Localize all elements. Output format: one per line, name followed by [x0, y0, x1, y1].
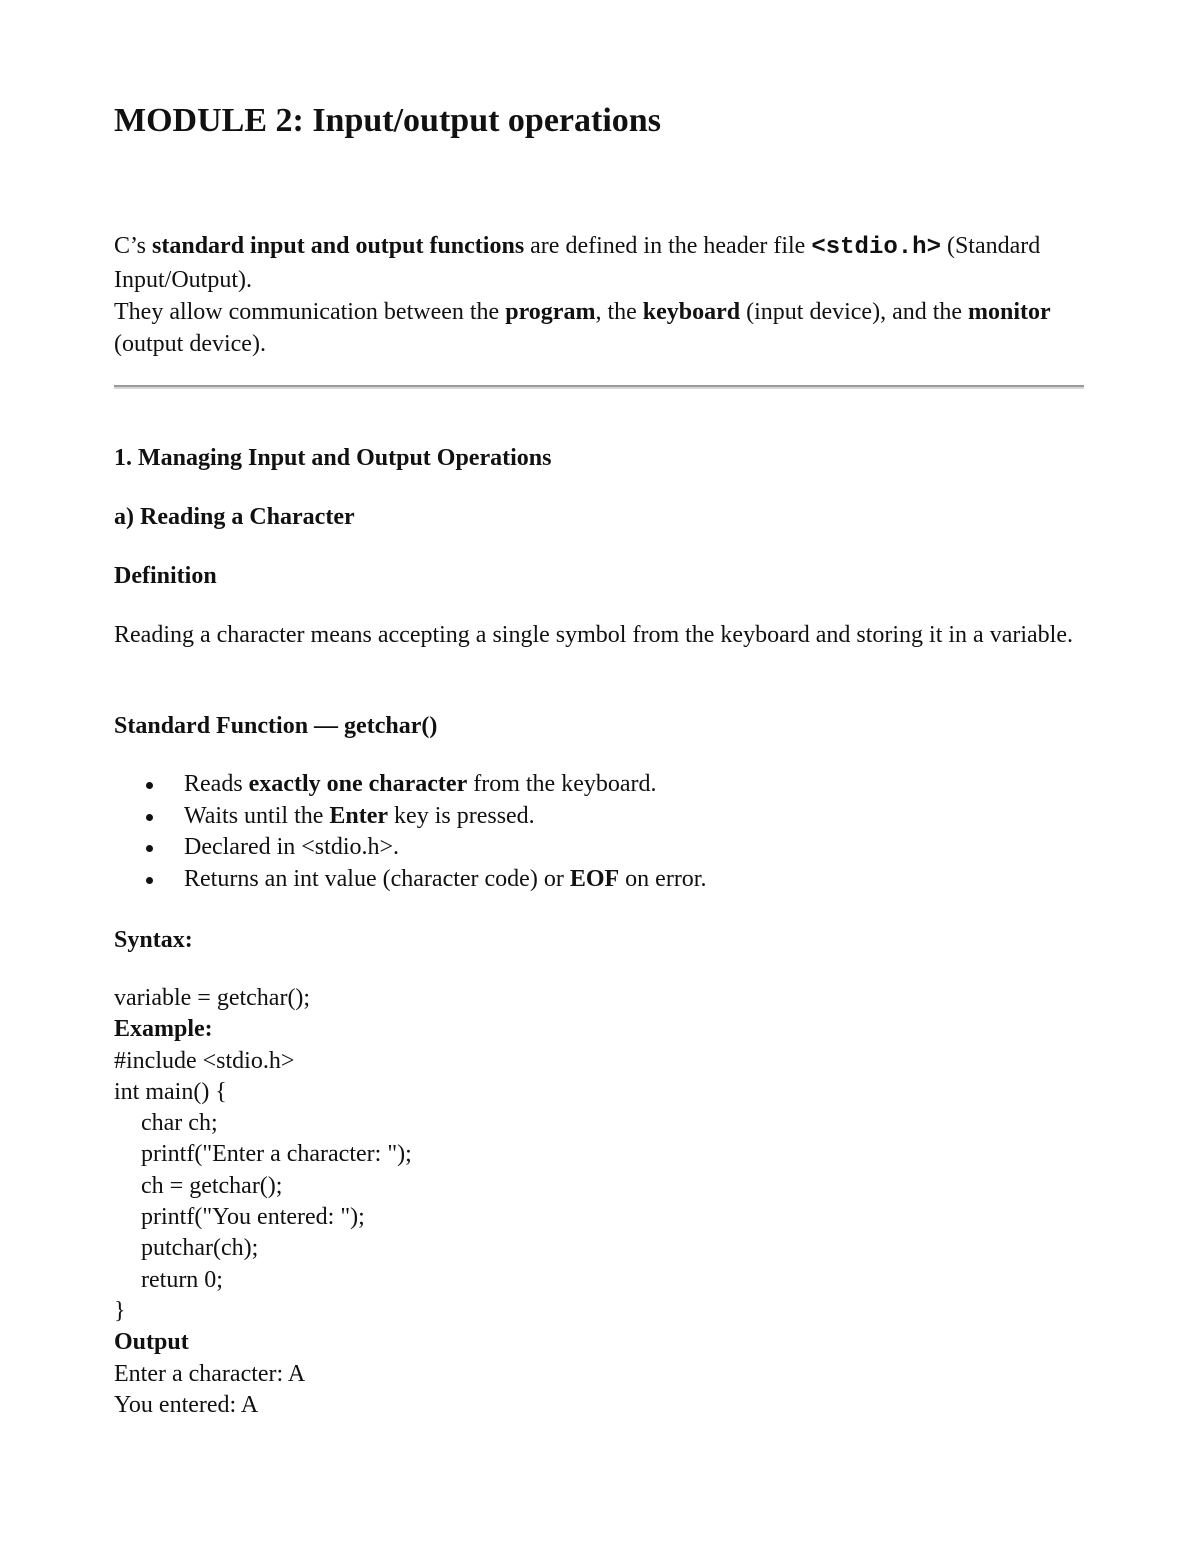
example-heading: Example: [114, 1016, 213, 1043]
code-line: variable = getchar(); [114, 985, 311, 1011]
list-item [114, 801, 706, 833]
list-item-text: from the keyboard. [467, 771, 657, 797]
output-line: You entered: A [114, 1391, 259, 1418]
list-item-text: Declared in <stdio.h>. [184, 834, 400, 860]
intro-text: C’s [114, 233, 153, 259]
intro-text: (output device). [114, 331, 266, 357]
bullet-icon [146, 782, 153, 789]
code-line: #include <stdio.h> [114, 1047, 295, 1074]
horizontal-divider [114, 385, 1084, 389]
intro-paragraph [114, 230, 1074, 360]
intro-line-2 [114, 296, 1074, 360]
list-item-bold: EOF [569, 865, 620, 892]
section-heading: 1. Managing Input and Output Operations [114, 445, 552, 471]
code-line: return 0; [141, 1266, 223, 1293]
intro-text: (Standard Input/Output). [114, 233, 1041, 293]
intro-text: are defined in the header file [524, 233, 812, 259]
term-keyboard: keyboard [642, 299, 741, 325]
intro-line-1 [114, 230, 1074, 296]
code-line: printf("Enter a character: "); [141, 1141, 412, 1168]
output-line: Enter a character: A [114, 1360, 306, 1387]
definition-text: Reading a character means accepting a single symbol from the keyboard and storing it in a variable. [114, 622, 1073, 648]
code-line: int main() { [114, 1078, 227, 1105]
code-line: ch = getchar(); [141, 1172, 283, 1199]
list-item [114, 864, 706, 896]
list-item-text: key is pressed. [388, 802, 535, 829]
syntax-heading: Syntax: [114, 927, 193, 953]
bullet-icon [146, 845, 153, 852]
list-item-bold: exactly one character [248, 771, 468, 797]
code-example [114, 983, 412, 1421]
intro-text: They allow communication between the [114, 299, 506, 325]
term-monitor: monitor [968, 299, 1051, 325]
code-line: putchar(ch); [141, 1235, 259, 1262]
feature-list [114, 769, 706, 895]
list-item-text: Reads [184, 771, 249, 797]
header-file-code: <stdio.h> [811, 234, 941, 261]
subsection-heading: a) Reading a Character [114, 504, 355, 530]
list-item-text: on error. [619, 865, 707, 892]
intro-bold-term: standard input and output functions [152, 233, 525, 259]
definition-heading: Definition [114, 563, 217, 589]
output-heading: Output [114, 1329, 189, 1356]
intro-text: (input device), and the [740, 299, 969, 325]
list-item-bold: Enter [329, 802, 389, 829]
list-item-text: Returns an int value (character code) or [184, 865, 570, 892]
code-line: printf("You entered: "); [141, 1204, 365, 1231]
list-item [114, 832, 706, 864]
bullet-icon [146, 814, 153, 821]
list-item [114, 769, 706, 801]
page-title: MODULE 2: Input/output operations [114, 102, 661, 139]
term-program: program [505, 299, 596, 325]
code-line: char ch; [141, 1110, 218, 1137]
code-line: } [114, 1297, 126, 1324]
intro-text: , the [595, 299, 643, 325]
function-heading: Standard Function — getchar() [114, 713, 438, 739]
list-item-text: Waits until the [184, 802, 330, 829]
bullet-icon [146, 877, 153, 884]
